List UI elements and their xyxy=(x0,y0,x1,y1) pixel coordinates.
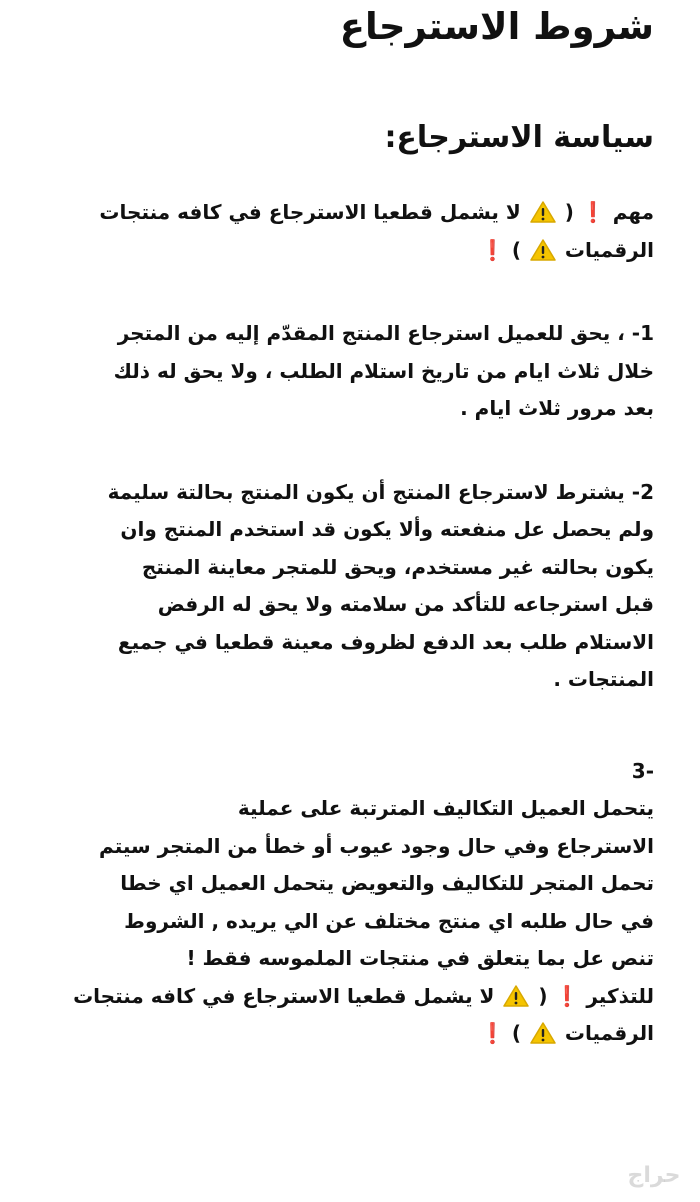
important-notice xyxy=(44,194,654,269)
haraj-watermark: حراج xyxy=(627,1163,681,1188)
reminder-word: للتذكير xyxy=(586,983,654,1008)
clause-3-line-4: في حال طلبه اي منتج مختلف عن الي يريده , الشروط xyxy=(124,908,654,933)
paren-open: ( xyxy=(564,200,574,224)
clause-2-line-4: قبل استرجاعه للتأكد من سلامته ولا يحق له الرفض xyxy=(157,592,654,616)
clause-3-line-1: يتحمل العميل التكاليف المترتبة على عملية xyxy=(237,796,654,820)
reminder-notice xyxy=(44,978,654,1053)
exclamation-icon: ❗ xyxy=(479,1021,505,1045)
exclamation-icon: ❗ xyxy=(580,200,606,224)
clause-2-line-3: يكون بحالته غير مستخدم، ويحق للمتجر معاينة المنتج xyxy=(141,554,654,579)
reminder-line-1 xyxy=(44,978,654,1016)
notice-word: مهم xyxy=(612,200,654,224)
exclamation-icon: ❗ xyxy=(554,983,580,1008)
reminder-text-2: الرقميات xyxy=(564,1021,654,1045)
policy-heading: سياسة الاسترجاع: xyxy=(384,120,654,155)
clause-3-number: -3 xyxy=(631,758,654,783)
clause-1-line-3: بعد مرور ثلاث ايام . xyxy=(460,396,654,420)
paren-open: ( xyxy=(538,983,548,1008)
warning-icon xyxy=(530,200,556,224)
paren-close: ) xyxy=(511,1021,521,1045)
notice-line-1 xyxy=(44,194,654,232)
notice-line-2 xyxy=(44,232,654,270)
clause-2 xyxy=(44,474,654,699)
clause-2-line-2: ولم يحصل عل منفعته وألا يكون قد استخدم المنتج وان xyxy=(120,517,654,541)
reminder-text-1: لا يشمل قطعيا الاسترجاع في كافه منتجات xyxy=(73,983,495,1008)
clause-1-line-1: 1- ، يحق للعميل استرجاع المنتج المقدّم إليه من المتجر xyxy=(117,321,654,345)
paren-close: ) xyxy=(511,237,521,262)
warning-icon xyxy=(503,984,529,1008)
clause-2-line-5: الاستلام طلب بعد الدفع لظروف معينة قطعيا في جميع xyxy=(117,629,654,654)
clause-3-line-3: تحمل المتجر للتكاليف والتعويض يتحمل العميل اي خطا xyxy=(120,871,654,895)
clause-2-line-6: المنتجات . xyxy=(553,667,654,691)
warning-icon xyxy=(530,1021,556,1045)
page-title: شروط الاسترجاع xyxy=(339,5,654,48)
exclamation-icon: ❗ xyxy=(479,237,505,262)
clause-1-line-2: خلال ثلاث ايام من تاريخ استلام الطلب ، ولا يحق له ذلك xyxy=(113,358,654,383)
clause-3-line-2: الاسترجاع وفي حال وجود عيوب أو خطأ من المتجر سيتم xyxy=(99,833,654,858)
clause-1 xyxy=(44,315,654,428)
reminder-line-2 xyxy=(44,1015,654,1053)
notice-text-2: الرقميات xyxy=(564,237,654,262)
clause-3-line-5: تنص عل بما يتعلق في منتجات الملموسه فقط ! xyxy=(186,946,654,970)
clause-2-line-1: 2- يشترط لاسترجاع المنتج أن يكون المنتج بحالتة سليمة xyxy=(107,479,654,504)
clause-3 xyxy=(44,753,654,978)
notice-text-1: لا يشمل قطعيا الاسترجاع في كافه منتجات xyxy=(99,200,521,224)
warning-icon xyxy=(530,238,556,262)
